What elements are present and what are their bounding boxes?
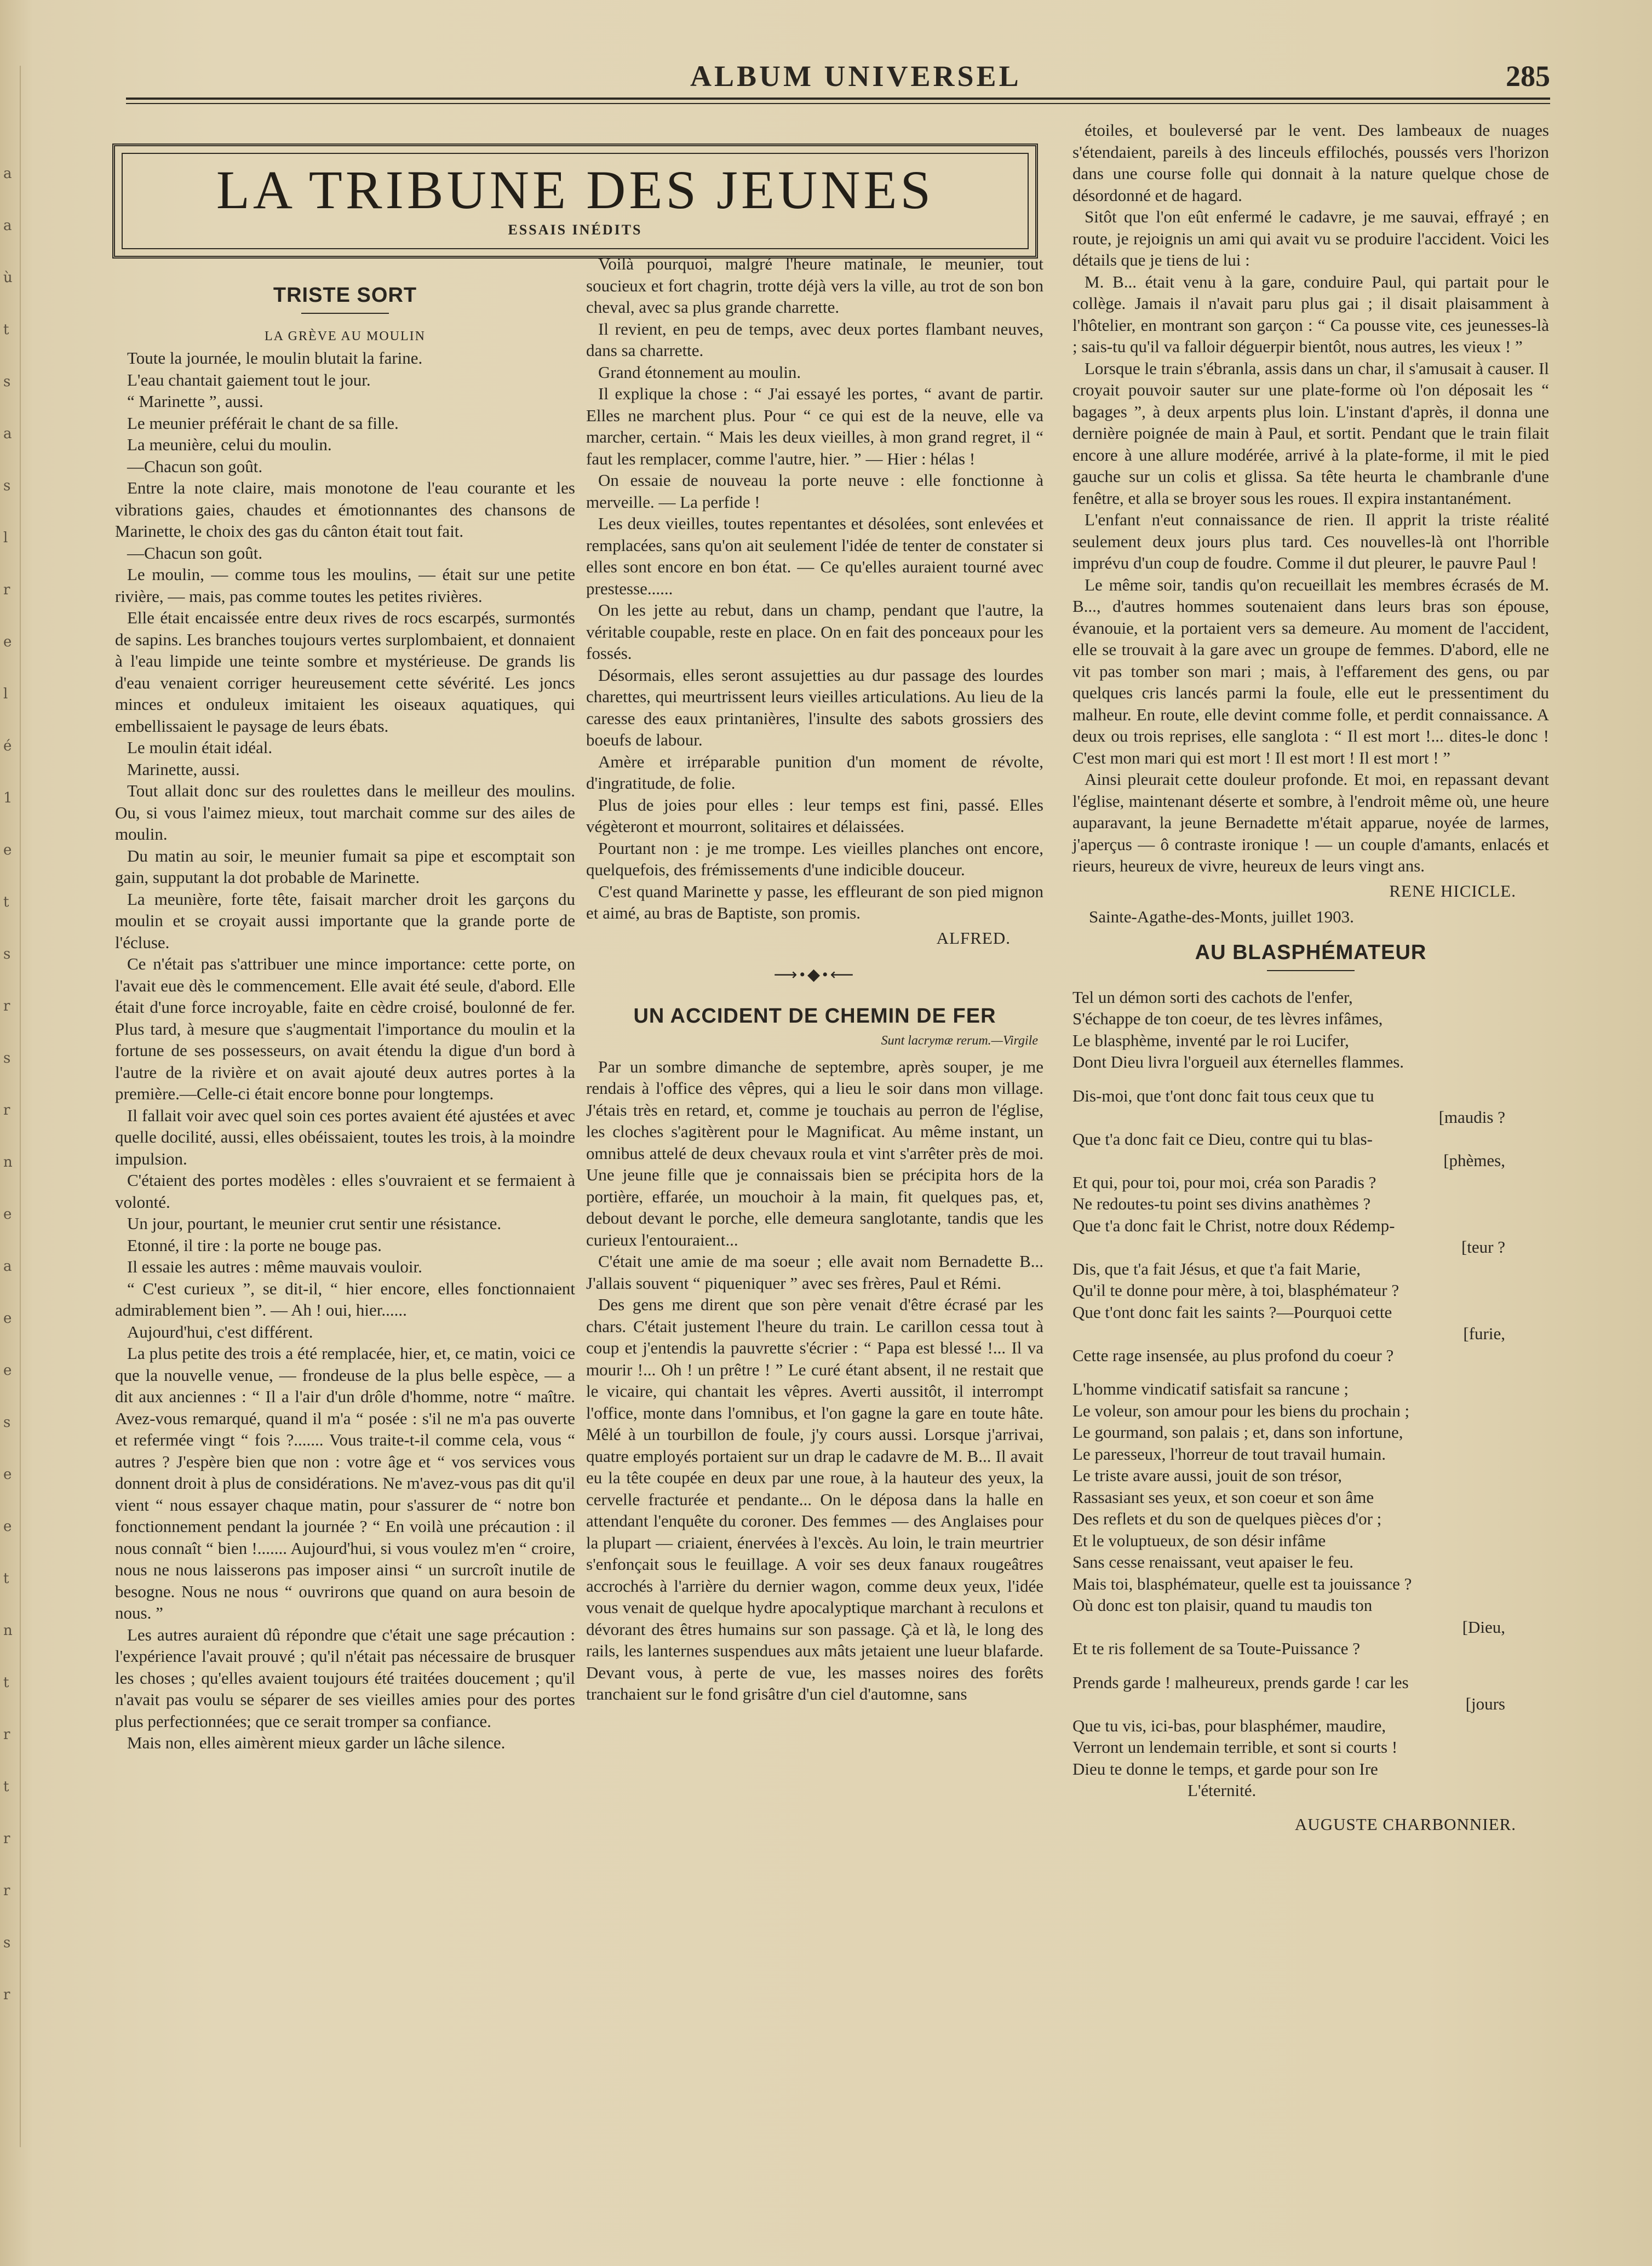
verse-line: Que tu vis, ici-bas, pour blasphémer, maudire, bbox=[1072, 1716, 1386, 1735]
verse-continuation: [jours bbox=[1465, 1694, 1505, 1713]
margin-letters bbox=[3, 148, 18, 2021]
paragraph: C'était une amie de ma soeur ; elle avait nom Bernadette B... J'allais souvent “ piqueniquer ” avec ses frères, Paul et Rémi. bbox=[586, 1252, 1043, 1293]
verse-line: Et le voluptueux, de son désir infâme bbox=[1072, 1530, 1326, 1550]
verse-line: Où donc est ton plaisir, quand tu maudis ton bbox=[1072, 1596, 1373, 1615]
banner-title: LA TRIBUNE DES JEUNES bbox=[216, 159, 934, 220]
paragraph: Il explique la chose : “ J'ai essayé les portes, “ avant de partir. Elles ne marchent plus. Pour “ ce qui est de la neuve, elle va marcher, certain. “ Mais les deux vieilles, à mon grand regret, il “ faut les remplacer, comme l'autre, hier. ” — Hier : hélas ! bbox=[586, 384, 1043, 468]
verse-line: Des reflets et du son de quelques pièces d'or ; bbox=[1072, 1509, 1382, 1528]
paragraph: La meunière, celui du moulin. bbox=[127, 435, 332, 454]
paragraph: Ainsi pleurait cette douleur profonde. Et moi, en repassant devant l'église, maintenant déserte et sombre, à l'endroit même où, une heure auparavant, la jeune Bernadette m'était apparue, noyée de larmes, j'aperçus — ô contraste ironique ! — un couple d'amants, enlacés et rieurs, heureux de vivre, heureux de leurs vingt ans. bbox=[1072, 770, 1549, 875]
verse-line: Cette rage insensée, au plus profond du coeur ? bbox=[1072, 1345, 1394, 1365]
paragraph: Les autres auraient dû répondre que c'était une sage précaution : l'expérience l'avait prouvé ; qu'il n'était pas nécessaire de brusquer les choses ; qu'elles avaient toujours été traitées doucement ; qu'il n'avait pas voulu se séparer de ses vieilles amies pour des portes plus perfectionnées; que ce serait tromper sa confiance. bbox=[115, 1625, 575, 1731]
paragraph: Etonné, il tire : la porte ne bouge pas. bbox=[127, 1235, 382, 1255]
margin-letter: e bbox=[3, 1310, 12, 1327]
margin-letter: n bbox=[3, 1622, 13, 1639]
paragraph: Le moulin, — comme tous les moulins, — était sur une petite rivière, — mais, pas comme toutes les petites rivières. bbox=[115, 565, 575, 606]
margin-letter: a bbox=[3, 217, 12, 234]
page-header bbox=[126, 59, 1550, 97]
margin-letter: s bbox=[3, 1050, 11, 1066]
title-rule bbox=[1267, 970, 1355, 971]
paragraph: Des gens me dirent que son père venait d'être écrasé par les chars. C'était justement l'heure du train. Le carillon cessa tout à coup et j'entendis la pauvrette s'écrier : “ Papa est blessé !... Il va mourir !... Oh ! un prêtre ! ” Le curé étant absent, il ne restait que le vicaire, qui chantait les vêpres. Averti aussitôt, il interrompt l'office, monte dans l'omnibus, et l'on gagne la gare en toute hâte. Mêlé à un tourbillon de foule, j'y cours aussi. Lorsque j'arrivai, quatre employés portaient sur un drap le cadavre de M. B... Il avait eu la tête coupée en deux par une roue, à la hauteur des yeux, la cervelle fracturée et pendante... On le déposa dans la halle en attendant l'enquête du coroner. Des femmes — des Anglaises pour la plupart — criaient, énervées à l'excès. Au loin, le train meurtrier s'enfonçait sous le feuillage. A voir ses deux fanaux rougeâtres accrochés à l'arrière du dernier wagon, comme deux yeux, l'idée vous venait de quelque hydre apocalyptique marchant à reculons et dévorant des êtres humains sur son passage. Çà et là, le long des rails, les lanternes suspendues aux mâts jetaient une lueur blafarde. Devant vous, à perte de vue, les masses noires des forêts tranchaient sur le fond grisâtre d'un ciel d'automne, sans bbox=[586, 1295, 1043, 1703]
verse-line: Le triste avare aussi, jouit de son trésor, bbox=[1072, 1466, 1343, 1485]
margin-letter: r bbox=[3, 1726, 10, 1743]
article-body bbox=[115, 347, 575, 1754]
poem bbox=[1072, 986, 1549, 1802]
verse-line: L'éternité. bbox=[1188, 1781, 1257, 1800]
signature: ALFRED. bbox=[936, 928, 1011, 948]
margin-letter: s bbox=[3, 374, 11, 390]
margin-letter: l bbox=[3, 686, 8, 702]
stanza bbox=[1072, 1378, 1549, 1660]
title-rule bbox=[301, 313, 389, 314]
paragraph: —Chacun son goût. bbox=[127, 543, 263, 563]
paragraph: Amère et irréparable punition d'un moment de révolte, d'ingratitude, de folie. bbox=[586, 751, 1043, 793]
margin-letter: e bbox=[3, 1206, 12, 1223]
article-body-continued bbox=[586, 253, 1043, 924]
paragraph: Ce n'était pas s'attribuer une mince importance: cette porte, on l'avait eue dès le commencement. Elle avait été seule, d'abord. Elle était d'une force incroyable, faite en cèdre croisé, boulonné de fer. Plus tard, à mesure que s'augmentait l'importance du moulin et la fortune de ses possesseurs, on avait étendu la digue d'un bord à l'autre de la rivière et on avait ajouté deux autres portes à la première.—Celle-ci était encore bonne pour longtemps. bbox=[115, 954, 575, 1103]
verse-line: Mais toi, blasphémateur, quelle est ta jouissance ? bbox=[1072, 1574, 1412, 1593]
paragraph: Il fallait voir avec quel soin ces portes avaient été ajustées et avec quelle docilité, aussi, elles obéissaient, toutes les trois, à la moindre impulsion. bbox=[115, 1105, 575, 1168]
verse-continuation: [furie, bbox=[1463, 1324, 1505, 1343]
epigraph: Sunt lacrymæ rerum.—Virgile bbox=[881, 1033, 1038, 1048]
verse-line: Le gourmand, son palais ; et, dans son infortune, bbox=[1072, 1422, 1403, 1442]
paragraph: Les deux vieilles, toutes repentantes et désolées, sont enlevées et remplacées, sans qu'on ait seulement l'idée de tenter de constater si elles sont encore en bon état. — Ce qu'elles auraient tourné avec prestesse...... bbox=[586, 514, 1043, 598]
article-body bbox=[586, 1056, 1043, 1705]
article-title: UN ACCIDENT DE CHEMIN DE FER bbox=[633, 1004, 996, 1028]
margin-letter: s bbox=[3, 1935, 11, 1951]
verse-line: Dis-moi, que t'ont donc fait tous ceux que tu bbox=[1072, 1086, 1374, 1105]
margin-letter: l bbox=[3, 530, 8, 546]
stanza bbox=[1072, 1672, 1549, 1802]
paragraph: Toute la journée, le moulin blutait la farine. bbox=[127, 348, 423, 368]
column-2 bbox=[586, 253, 1043, 1705]
verse-continuation: [Dieu, bbox=[1462, 1617, 1505, 1637]
stanza bbox=[1072, 986, 1549, 1073]
margin-letter: ù bbox=[3, 269, 13, 286]
verse-continuation: [teur ? bbox=[1461, 1237, 1505, 1257]
paragraph: étoiles, et bouleversé par le vent. Des lambeaux de nuages s'étendaient, pareils à des linceuls effilochés, poussés vers l'horizon dans une course folle qui donnait à la nature quelque chose de désordonné et de hagard. bbox=[1072, 121, 1549, 205]
verse-line: Prends garde ! malheureux, prends garde ! car les bbox=[1072, 1672, 1409, 1692]
margin-letter: t bbox=[3, 894, 9, 910]
paragraph: Par un sombre dimanche de septembre, après souper, je me rendais à l'office des vêpres, qui a lieu le soir dans mon village. J'étais très en retard, et, comme je touchais au perron de l'église, les cloches s'agitèrent pour le Magnificat. Au même instant, un omnibus attelé de deux chevaux roula et vint s'arrêter près de moi. Une jeune fille que je connaissais bien se précipita hors de la portière, effarée, un mouchoir à la main, fit quelques pas, et, debout devant le porche, elle demeura sanglotante, tandis que les curieux l'entouraient... bbox=[586, 1057, 1043, 1249]
margin-letter: e bbox=[3, 1362, 12, 1379]
margin-letter: a bbox=[3, 1258, 12, 1275]
margin-letter: 1 bbox=[3, 790, 13, 806]
verse-line: Dont Dieu livra l'orgueil aux éternelles flammes. bbox=[1072, 1052, 1404, 1071]
margin-letter: e bbox=[3, 842, 12, 858]
header-rule bbox=[126, 97, 1550, 100]
margin-letter: a bbox=[3, 426, 12, 442]
paragraph: Aujourd'hui, c'est différent. bbox=[127, 1322, 313, 1341]
margin-letter: t bbox=[3, 1779, 9, 1795]
signature: RENE HICICLE. bbox=[1389, 881, 1516, 900]
verse-line: Le paresseux, l'horreur de tout travail humain. bbox=[1072, 1444, 1386, 1464]
paragraph: La meunière, forte tête, faisait marcher droit les garçons du moulin et se croyait aussi importante que la grande porte de l'écluse. bbox=[115, 889, 575, 952]
banner-subtitle: ESSAIS INÉDITS bbox=[508, 222, 643, 238]
margin-letter: t bbox=[3, 1570, 9, 1587]
paragraph: Du matin au soir, le meunier fumait sa pipe et escomptait son gain, supputant la dot probable de Marinette. bbox=[115, 846, 575, 887]
dateline: Sainte-Agathe-des-Monts, juillet 1903. bbox=[1089, 907, 1354, 926]
section-banner bbox=[112, 144, 1038, 259]
paragraph: Entre la note claire, mais monotone de l'eau courante et les vibrations gaies, chaudes et émotionnantes des chansons de Marinette, le choix des gas du cânton était tout fait. bbox=[115, 478, 575, 541]
verse-line: Sans cesse renaissant, veut apaiser le feu. bbox=[1072, 1552, 1354, 1571]
paragraph: Un jour, pourtant, le meunier crut sentir une résistance. bbox=[127, 1214, 502, 1233]
verse-line: Le blasphème, inventé par le roi Lucifer, bbox=[1072, 1030, 1349, 1050]
margin-letter: a bbox=[3, 165, 12, 182]
stanza bbox=[1072, 1085, 1549, 1367]
adjacent-page-edge bbox=[0, 66, 21, 2147]
verse-line: Qu'il te donne pour mère, à toi, blasphémateur ? bbox=[1072, 1281, 1399, 1300]
paragraph: Le même soir, tandis qu'on recueillait les membres écrasés de M. B..., d'autres hommes soutenaient dans leurs bras son épouse, évanouie, et la portaient vers sa demeure. Au moment de l'accident, elle se trouvait à la gare avec un groupe de femmes. D'abord, elle ne vit pas tomber son mari ; mais, à l'effarement des gens, ou par quelques cris lancés parmi la foule, elle eut le pressentiment du malheur. En route, elle devint comme folle, et perdit connaissance. A deux ou trois reprises, elle sanglota : “ Il est mort !... dites-le donc ! C'est mon mari qui est mort ! Il est mort ! Il est mort ! ” bbox=[1072, 575, 1549, 767]
paragraph: Le meunier préférait le chant de sa fille. bbox=[127, 413, 399, 433]
paragraph: Désormais, elles seront assujetties au dur passage des lourdes charettes, qui meurtrissent leurs vieilles articulations. Au lieu de la caresse des eaux printanières, l'insulte des sabots grossiers des boeufs de labour. bbox=[586, 665, 1043, 749]
paragraph: Sitôt que l'on eût enfermé le cadavre, je me sauvai, effrayé ; en route, je rejoignis un ami qui avait vu se produire l'accident. Voici les détails que je tiens de lui : bbox=[1072, 207, 1549, 269]
verse-line: Verront un lendemain terrible, et sont si courts ! bbox=[1072, 1737, 1398, 1757]
verse-line: Dieu te donne le temps, et garde pour son Ire bbox=[1072, 1759, 1378, 1779]
paragraph: M. B... était venu à la gare, conduire Paul, qui partait pour le collège. Jamais il n'avait paru plus gai ; il disait plaisamment à l'hôtelier, en montrant son garçon : “ Ca pousse vite, ces jeunesses-là ; sais-tu qu'il va falloir déguerpir bientôt, nous autres, les vieux ! ” bbox=[1072, 272, 1549, 356]
margin-letter: e bbox=[3, 634, 12, 650]
poem-title: AU BLASPHÉMATEUR bbox=[1195, 940, 1427, 964]
paragraph: On essaie de nouveau la porte neuve : elle fonctionne à merveille. — La perfide ! bbox=[586, 471, 1043, 512]
margin-letter: r bbox=[3, 998, 10, 1014]
paragraph: Pourtant non : je me trompe. Les vieilles planches ont encore, quelquefois, des frémissements d'une indicible douceur. bbox=[586, 838, 1043, 879]
header-rule-thin bbox=[126, 103, 1550, 104]
verse-line: Que t'ont donc fait les saints ?—Pourquoi cette bbox=[1072, 1302, 1392, 1322]
paragraph: Tout allait donc sur des roulettes dans le meilleur des moulins. Ou, si vous l'aimez mieux, tout marchait comme sur des ailes de moulin. bbox=[115, 781, 575, 844]
ornament-divider: ⟶•◆•⟵ bbox=[773, 966, 856, 984]
verse-line: Que t'a donc fait ce Dieu, contre qui tu blas- bbox=[1072, 1129, 1373, 1149]
paragraph: Mais non, elles aimèrent mieux garder un lâche silence. bbox=[127, 1733, 506, 1752]
paragraph: Il revient, en peu de temps, avec deux portes flambant neuves, dans sa charrette. bbox=[586, 319, 1043, 360]
margin-letter: r bbox=[3, 1883, 10, 1899]
verse-line: Et qui, pour toi, pour moi, créa son Paradis ? bbox=[1072, 1172, 1376, 1192]
verse-line: Tel un démon sorti des cachots de l'enfer, bbox=[1072, 987, 1353, 1007]
paragraph: C'est quand Marinette y passe, les effleurant de son pied mignon et aimé, au bras de Baptiste, son promis. bbox=[586, 881, 1043, 922]
paragraph: Plus de joies pour elles : leur temps est fini, passé. Elles végèteront et mourront, solitaires et délaissées. bbox=[586, 795, 1043, 836]
margin-letter: r bbox=[3, 1102, 10, 1118]
margin-letter: s bbox=[3, 1414, 11, 1431]
article-title: TRISTE SORT bbox=[273, 284, 417, 307]
paragraph: “ C'est curieux ”, se dit-il, “ hier encore, elles fonctionnaient admirablement bien ”. — Ah ! oui, hier...... bbox=[115, 1278, 575, 1320]
paragraph: “ Marinette ”, aussi. bbox=[127, 392, 263, 411]
verse-line: Ne redoutes-tu point ses divins anathèmes ? bbox=[1072, 1194, 1371, 1213]
page-number: 285 bbox=[1506, 60, 1550, 93]
margin-letter: r bbox=[3, 1831, 10, 1847]
margin-letter: n bbox=[3, 1154, 13, 1171]
verse-line: Que t'a donc fait le Christ, notre doux Rédemp- bbox=[1072, 1215, 1395, 1235]
paragraph: Grand étonnement au moulin. bbox=[598, 362, 801, 382]
margin-letter: s bbox=[3, 946, 11, 962]
verse-line: Et te ris follement de sa Toute-Puissance ? bbox=[1072, 1639, 1360, 1658]
verse-line: Dis, que t'a fait Jésus, et que t'a fait Marie, bbox=[1072, 1259, 1361, 1278]
paragraph: Lorsque le train s'ébranla, assis dans un char, il s'amusait à causer. Il croyait pouvoir sauter sur une plate-forme où l'on déposait les “ bagages ”, à deux arpents plus loin. L'instant d'après, il donna une dernière poignée de main à Paul, et sortit. Pendant que le train filait encore à une allure modérée, arrivé à la plate-forme, il mit le pied gauche sur un colis et glissa. Sa tête heurta le chambranle d'une fenêtre, et alla se broyer sous les roues. Il expira instantanément. bbox=[1072, 358, 1549, 508]
paragraph: La plus petite des trois a été remplacée, hier, et, ce matin, voici ce que la nouvelle venue, — frondeuse de la plus belle espèce, — a dit aux anciennes : “ Il a l'air d'un drôle d'homme, notre “ maître. Avez-vous remarqué, quand il m'a “ posée : s'il ne m'a pas ouverte et refermée vingt “ fois ?....... Vous traite-t-il comme cela, vous “ autres ? J'espère bien que non : votre âge et “ vos services vous donnent droit à plus de considérations. Ne m'avez-vous pas dit qu'il vient “ nous essayer chaque matin, pour s'assurer de “ notre bon fonctionnement pendant la journée ? “ En voilà une précaution : il nous connaît “ bien !....... Aujourd'hui, si vous voulez m'en “ croire, nous ne nous laisserons pas imposer ainsi “ un surcroît inutile de besogne. Nous ne nous “ ouvrirons que quand on aura besoin de nous. ” bbox=[115, 1344, 575, 1622]
margin-letter: r bbox=[3, 1987, 10, 2003]
paragraph: L'enfant n'eut connaissance de rien. Il apprit la triste réalité seulement deux jours plus tard. Ces nouvelles-là ont l'horrible imprévu d'un coup de foudre. Comme il dut pleurer, le pauvre Paul ! bbox=[1072, 510, 1549, 572]
margin-letter: s bbox=[3, 478, 11, 494]
verse-line: Rassasiant ses yeux, et son coeur et son âme bbox=[1072, 1487, 1374, 1507]
paragraph: Marinette, aussi. bbox=[127, 759, 240, 779]
article-subtitle: LA GRÈVE AU MOULIN bbox=[265, 329, 426, 343]
column-3 bbox=[1072, 119, 1549, 1835]
paragraph: L'eau chantait gaiement tout le jour. bbox=[127, 370, 371, 389]
signature: AUGUSTE CHARBONNIER. bbox=[1294, 1814, 1516, 1834]
publication-title: ALBUM UNIVERSEL bbox=[690, 60, 1022, 93]
paragraph: Voilà pourquoi, malgré l'heure matinale, le meunier, tout soucieux et fort chagrin, trotte déjà vers la ville, au trot de son bon cheval, avec sa plus grande charrette. bbox=[586, 254, 1043, 317]
verse-line: L'homme vindicatif satisfait sa rancune ; bbox=[1072, 1379, 1349, 1398]
article-body-continued bbox=[1072, 119, 1549, 877]
paragraph: Il essaie les autres : même mauvais vouloir. bbox=[127, 1257, 422, 1276]
paragraph: Elle était encaissée entre deux rives de rocs escarpés, surmontés de sapins. Les branches toujours vertes surplombaient, et donnaient à l'eau limpide une teinte sombre et mystérieuse. De grands lis d'eau venaient corriger heureusement cette sévérité. Les joncs minces et onduleux imitaient les oiseaux aquatiques, qui embellissaient le paysage de leurs ébats. bbox=[115, 608, 575, 736]
column-1 bbox=[115, 274, 575, 1754]
verse-line: S'échappe de ton coeur, de tes lèvres infâmes, bbox=[1072, 1009, 1383, 1028]
paragraph: Le moulin était idéal. bbox=[127, 738, 273, 757]
margin-letter: r bbox=[3, 582, 10, 598]
margin-letter: t bbox=[3, 1674, 9, 1691]
margin-letter: e bbox=[3, 1466, 12, 1483]
verse-continuation: [maudis ? bbox=[1438, 1108, 1505, 1127]
paragraph: On les jette au rebut, dans un champ, pendant que l'autre, la véritable coupable, reste en place. On en fait des ponceaux pour les fossés. bbox=[586, 600, 1043, 663]
margin-letter: t bbox=[3, 322, 9, 338]
verse-continuation: [phèmes, bbox=[1443, 1151, 1505, 1170]
margin-letter: é bbox=[3, 738, 12, 754]
paragraph: —Chacun son goût. bbox=[127, 456, 263, 476]
verse-line: Le voleur, son amour pour les biens du prochain ; bbox=[1072, 1401, 1410, 1420]
margin-letter: e bbox=[3, 1518, 12, 1535]
paragraph: C'étaient des portes modèles : elles s'ouvraient et se fermaient à volonté. bbox=[115, 1171, 575, 1212]
